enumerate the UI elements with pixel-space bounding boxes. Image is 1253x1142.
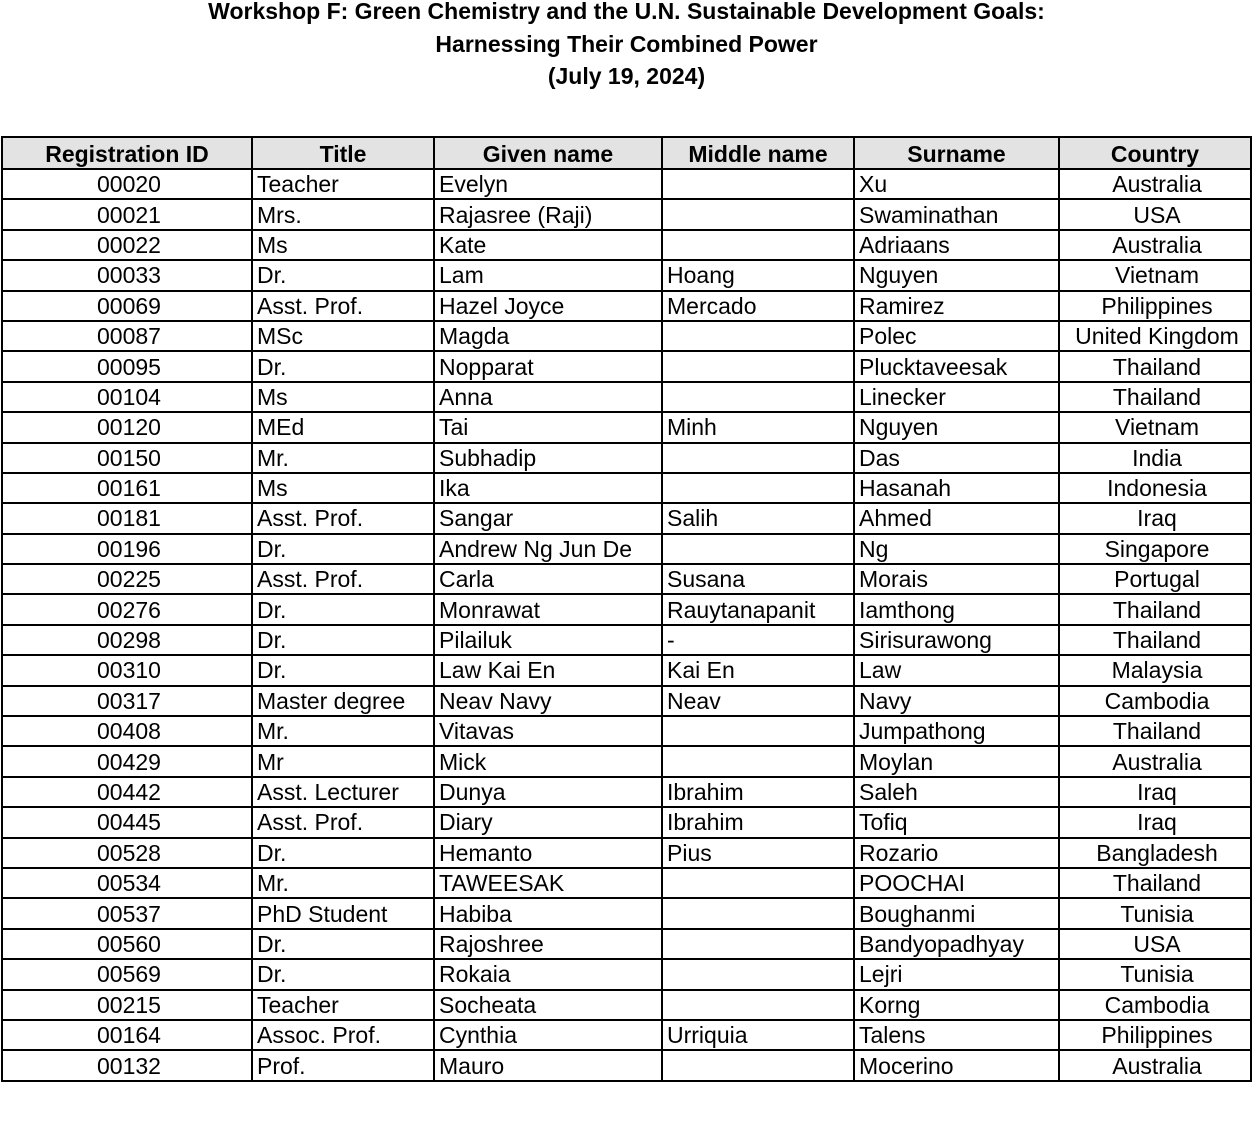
cell-middle-name xyxy=(662,1050,854,1080)
cell-surname: Moylan xyxy=(854,746,1059,776)
cell-title: Teacher xyxy=(252,990,434,1020)
table-row xyxy=(2,686,1251,716)
cell-given-name: Magda xyxy=(434,321,662,351)
table-row xyxy=(2,534,1251,564)
cell-surname: Nguyen xyxy=(854,412,1059,442)
cell-country: Cambodia xyxy=(1059,990,1251,1020)
registration-table xyxy=(1,136,1252,1082)
cell-title: Teacher xyxy=(252,169,434,199)
header-title: Title xyxy=(252,137,434,169)
cell-middle-name: Susana xyxy=(662,564,854,594)
table-row xyxy=(2,321,1251,351)
cell-surname: Korng xyxy=(854,990,1059,1020)
table-row xyxy=(2,473,1251,503)
cell-registration-id: 00537 xyxy=(2,898,252,928)
cell-middle-name xyxy=(662,959,854,989)
table-body xyxy=(2,169,1251,1081)
cell-given-name: Subhadip xyxy=(434,443,662,473)
cell-country: Thailand xyxy=(1059,868,1251,898)
cell-given-name: Andrew Ng Jun De xyxy=(434,534,662,564)
cell-title: Dr. xyxy=(252,351,434,381)
cell-middle-name xyxy=(662,746,854,776)
cell-given-name: Rokaia xyxy=(434,959,662,989)
cell-surname: Plucktaveesak xyxy=(854,351,1059,381)
header-given-name: Given name xyxy=(434,137,662,169)
cell-registration-id: 00150 xyxy=(2,443,252,473)
table-row xyxy=(2,382,1251,412)
table-row xyxy=(2,777,1251,807)
cell-middle-name: Urriquia xyxy=(662,1020,854,1050)
title-line-1: Workshop F: Green Chemistry and the U.N. Sustainable Development Goals: xyxy=(208,0,1045,24)
cell-country: Philippines xyxy=(1059,1020,1251,1050)
cell-middle-name xyxy=(662,351,854,381)
cell-given-name: TAWEESAK xyxy=(434,868,662,898)
cell-middle-name xyxy=(662,443,854,473)
cell-middle-name xyxy=(662,868,854,898)
cell-given-name: Hemanto xyxy=(434,838,662,868)
cell-middle-name: Hoang xyxy=(662,260,854,290)
cell-country: Australia xyxy=(1059,230,1251,260)
cell-title: Dr. xyxy=(252,838,434,868)
cell-country: Malaysia xyxy=(1059,655,1251,685)
cell-middle-name xyxy=(662,990,854,1020)
cell-surname: POOCHAI xyxy=(854,868,1059,898)
table-row xyxy=(2,230,1251,260)
cell-registration-id: 00181 xyxy=(2,503,252,533)
cell-given-name: Neav Navy xyxy=(434,686,662,716)
cell-given-name: Anna xyxy=(434,382,662,412)
cell-middle-name: Salih xyxy=(662,503,854,533)
cell-country: Vietnam xyxy=(1059,260,1251,290)
title-line-2: Harnessing Their Combined Power xyxy=(435,30,818,57)
cell-surname: Ramirez xyxy=(854,291,1059,321)
cell-title: Ms xyxy=(252,473,434,503)
cell-middle-name: Rauytanapanit xyxy=(662,594,854,624)
cell-title: MEd xyxy=(252,412,434,442)
cell-title: Asst. Prof. xyxy=(252,807,434,837)
cell-title: Dr. xyxy=(252,655,434,685)
cell-middle-name xyxy=(662,230,854,260)
table-header-row xyxy=(2,137,1251,169)
cell-registration-id: 00161 xyxy=(2,473,252,503)
table-row xyxy=(2,412,1251,442)
cell-given-name: Habiba xyxy=(434,898,662,928)
header-middle-name: Middle name xyxy=(662,137,854,169)
cell-middle-name xyxy=(662,473,854,503)
cell-given-name: Tai xyxy=(434,412,662,442)
cell-middle-name xyxy=(662,321,854,351)
cell-middle-name xyxy=(662,898,854,928)
cell-title: Mr. xyxy=(252,868,434,898)
table-row xyxy=(2,1050,1251,1080)
cell-registration-id: 00408 xyxy=(2,716,252,746)
document-title xyxy=(0,0,1253,93)
cell-registration-id: 00132 xyxy=(2,1050,252,1080)
cell-country: Thailand xyxy=(1059,382,1251,412)
cell-surname: Law xyxy=(854,655,1059,685)
cell-registration-id: 00298 xyxy=(2,625,252,655)
cell-given-name: Law Kai En xyxy=(434,655,662,685)
cell-country: United Kingdom xyxy=(1059,321,1251,351)
cell-surname: Ng xyxy=(854,534,1059,564)
header-country: Country xyxy=(1059,137,1251,169)
cell-surname: Tofiq xyxy=(854,807,1059,837)
cell-middle-name: Kai En xyxy=(662,655,854,685)
cell-middle-name xyxy=(662,382,854,412)
cell-given-name: Cynthia xyxy=(434,1020,662,1050)
cell-middle-name xyxy=(662,199,854,229)
table-row xyxy=(2,655,1251,685)
cell-country: Australia xyxy=(1059,169,1251,199)
cell-surname: Boughanmi xyxy=(854,898,1059,928)
cell-country: Iraq xyxy=(1059,807,1251,837)
cell-title: Dr. xyxy=(252,929,434,959)
cell-registration-id: 00445 xyxy=(2,807,252,837)
table-row xyxy=(2,838,1251,868)
cell-given-name: Rajasree (Raji) xyxy=(434,199,662,229)
cell-country: Bangladesh xyxy=(1059,838,1251,868)
cell-middle-name: Ibrahim xyxy=(662,777,854,807)
cell-registration-id: 00087 xyxy=(2,321,252,351)
cell-given-name: Monrawat xyxy=(434,594,662,624)
table-row xyxy=(2,898,1251,928)
cell-country: Iraq xyxy=(1059,777,1251,807)
cell-country: Tunisia xyxy=(1059,898,1251,928)
table-row xyxy=(2,199,1251,229)
cell-given-name: Lam xyxy=(434,260,662,290)
cell-registration-id: 00442 xyxy=(2,777,252,807)
cell-surname: Ahmed xyxy=(854,503,1059,533)
cell-given-name: Evelyn xyxy=(434,169,662,199)
cell-given-name: Pilailuk xyxy=(434,625,662,655)
cell-given-name: Kate xyxy=(434,230,662,260)
cell-country: Tunisia xyxy=(1059,959,1251,989)
cell-surname: Lejri xyxy=(854,959,1059,989)
cell-country: Singapore xyxy=(1059,534,1251,564)
cell-title: Mr xyxy=(252,746,434,776)
cell-middle-name: Neav xyxy=(662,686,854,716)
cell-title: Mrs. xyxy=(252,199,434,229)
table-row xyxy=(2,990,1251,1020)
table-row xyxy=(2,503,1251,533)
cell-registration-id: 00528 xyxy=(2,838,252,868)
cell-surname: Sirisurawong xyxy=(854,625,1059,655)
cell-given-name: Mauro xyxy=(434,1050,662,1080)
cell-surname: Adriaans xyxy=(854,230,1059,260)
header-registration-id: Registration ID xyxy=(2,137,252,169)
cell-title: Assoc. Prof. xyxy=(252,1020,434,1050)
cell-registration-id: 00534 xyxy=(2,868,252,898)
table-row xyxy=(2,443,1251,473)
table-row xyxy=(2,169,1251,199)
table-row xyxy=(2,594,1251,624)
cell-middle-name: Ibrahim xyxy=(662,807,854,837)
cell-country: Philippines xyxy=(1059,291,1251,321)
cell-given-name: Socheata xyxy=(434,990,662,1020)
cell-title: Dr. xyxy=(252,959,434,989)
cell-middle-name xyxy=(662,716,854,746)
table-row xyxy=(2,564,1251,594)
table-row xyxy=(2,260,1251,290)
cell-surname: Iamthong xyxy=(854,594,1059,624)
cell-given-name: Sangar xyxy=(434,503,662,533)
cell-surname: Linecker xyxy=(854,382,1059,412)
table-row xyxy=(2,807,1251,837)
cell-surname: Morais xyxy=(854,564,1059,594)
cell-middle-name: Pius xyxy=(662,838,854,868)
cell-title: Dr. xyxy=(252,260,434,290)
table-row xyxy=(2,868,1251,898)
cell-middle-name xyxy=(662,534,854,564)
cell-registration-id: 00569 xyxy=(2,959,252,989)
cell-middle-name: Mercado xyxy=(662,291,854,321)
cell-title: Prof. xyxy=(252,1050,434,1080)
cell-title: Dr. xyxy=(252,625,434,655)
cell-surname: Rozario xyxy=(854,838,1059,868)
cell-surname: Das xyxy=(854,443,1059,473)
cell-registration-id: 00164 xyxy=(2,1020,252,1050)
cell-country: Thailand xyxy=(1059,594,1251,624)
cell-registration-id: 00196 xyxy=(2,534,252,564)
cell-middle-name: - xyxy=(662,625,854,655)
cell-country: Indonesia xyxy=(1059,473,1251,503)
cell-title: PhD Student xyxy=(252,898,434,928)
cell-title: MSc xyxy=(252,321,434,351)
table-row xyxy=(2,716,1251,746)
table-row xyxy=(2,1020,1251,1050)
cell-given-name: Carla xyxy=(434,564,662,594)
cell-registration-id: 00429 xyxy=(2,746,252,776)
cell-country: Thailand xyxy=(1059,351,1251,381)
cell-country: India xyxy=(1059,443,1251,473)
cell-registration-id: 00560 xyxy=(2,929,252,959)
cell-title: Ms xyxy=(252,382,434,412)
cell-registration-id: 00276 xyxy=(2,594,252,624)
cell-country: Vietnam xyxy=(1059,412,1251,442)
cell-given-name: Dunya xyxy=(434,777,662,807)
table-row xyxy=(2,291,1251,321)
cell-title: Asst. Prof. xyxy=(252,291,434,321)
cell-registration-id: 00225 xyxy=(2,564,252,594)
cell-middle-name: Minh xyxy=(662,412,854,442)
cell-given-name: Diary xyxy=(434,807,662,837)
cell-registration-id: 00021 xyxy=(2,199,252,229)
cell-given-name: Vitavas xyxy=(434,716,662,746)
cell-surname: Polec xyxy=(854,321,1059,351)
cell-country: Portugal xyxy=(1059,564,1251,594)
cell-title: Dr. xyxy=(252,534,434,564)
cell-country: Thailand xyxy=(1059,716,1251,746)
cell-middle-name xyxy=(662,929,854,959)
cell-registration-id: 00020 xyxy=(2,169,252,199)
cell-surname: Navy xyxy=(854,686,1059,716)
cell-given-name: Ika xyxy=(434,473,662,503)
cell-registration-id: 00310 xyxy=(2,655,252,685)
cell-given-name: Rajoshree xyxy=(434,929,662,959)
cell-surname: Xu xyxy=(854,169,1059,199)
cell-title: Asst. Prof. xyxy=(252,564,434,594)
cell-surname: Jumpathong xyxy=(854,716,1059,746)
cell-registration-id: 00022 xyxy=(2,230,252,260)
cell-registration-id: 00215 xyxy=(2,990,252,1020)
table-row xyxy=(2,959,1251,989)
cell-surname: Saleh xyxy=(854,777,1059,807)
header-surname: Surname xyxy=(854,137,1059,169)
cell-registration-id: 00033 xyxy=(2,260,252,290)
cell-registration-id: 00317 xyxy=(2,686,252,716)
cell-country: Iraq xyxy=(1059,503,1251,533)
cell-surname: Nguyen xyxy=(854,260,1059,290)
cell-title: Mr. xyxy=(252,443,434,473)
cell-country: USA xyxy=(1059,199,1251,229)
cell-title: Asst. Lecturer xyxy=(252,777,434,807)
cell-title: Dr. xyxy=(252,594,434,624)
cell-registration-id: 00120 xyxy=(2,412,252,442)
cell-title: Ms xyxy=(252,230,434,260)
cell-registration-id: 00069 xyxy=(2,291,252,321)
cell-title: Mr. xyxy=(252,716,434,746)
title-line-3: (July 19, 2024) xyxy=(547,63,706,89)
cell-surname: Bandyopadhyay xyxy=(854,929,1059,959)
cell-surname: Hasanah xyxy=(854,473,1059,503)
cell-country: Cambodia xyxy=(1059,686,1251,716)
cell-title: Asst. Prof. xyxy=(252,503,434,533)
cell-middle-name xyxy=(662,169,854,199)
cell-surname: Mocerino xyxy=(854,1050,1059,1080)
cell-given-name: Mick xyxy=(434,746,662,776)
cell-country: USA xyxy=(1059,929,1251,959)
cell-country: Australia xyxy=(1059,1050,1251,1080)
cell-registration-id: 00095 xyxy=(2,351,252,381)
table-row xyxy=(2,625,1251,655)
cell-registration-id: 00104 xyxy=(2,382,252,412)
cell-surname: Talens xyxy=(854,1020,1059,1050)
table-row xyxy=(2,929,1251,959)
cell-given-name: Nopparat xyxy=(434,351,662,381)
table-row xyxy=(2,351,1251,381)
cell-title: Master degree xyxy=(252,686,434,716)
cell-surname: Swaminathan xyxy=(854,199,1059,229)
cell-country: Australia xyxy=(1059,746,1251,776)
cell-country: Thailand xyxy=(1059,625,1251,655)
cell-given-name: Hazel Joyce xyxy=(434,291,662,321)
table-row xyxy=(2,746,1251,776)
